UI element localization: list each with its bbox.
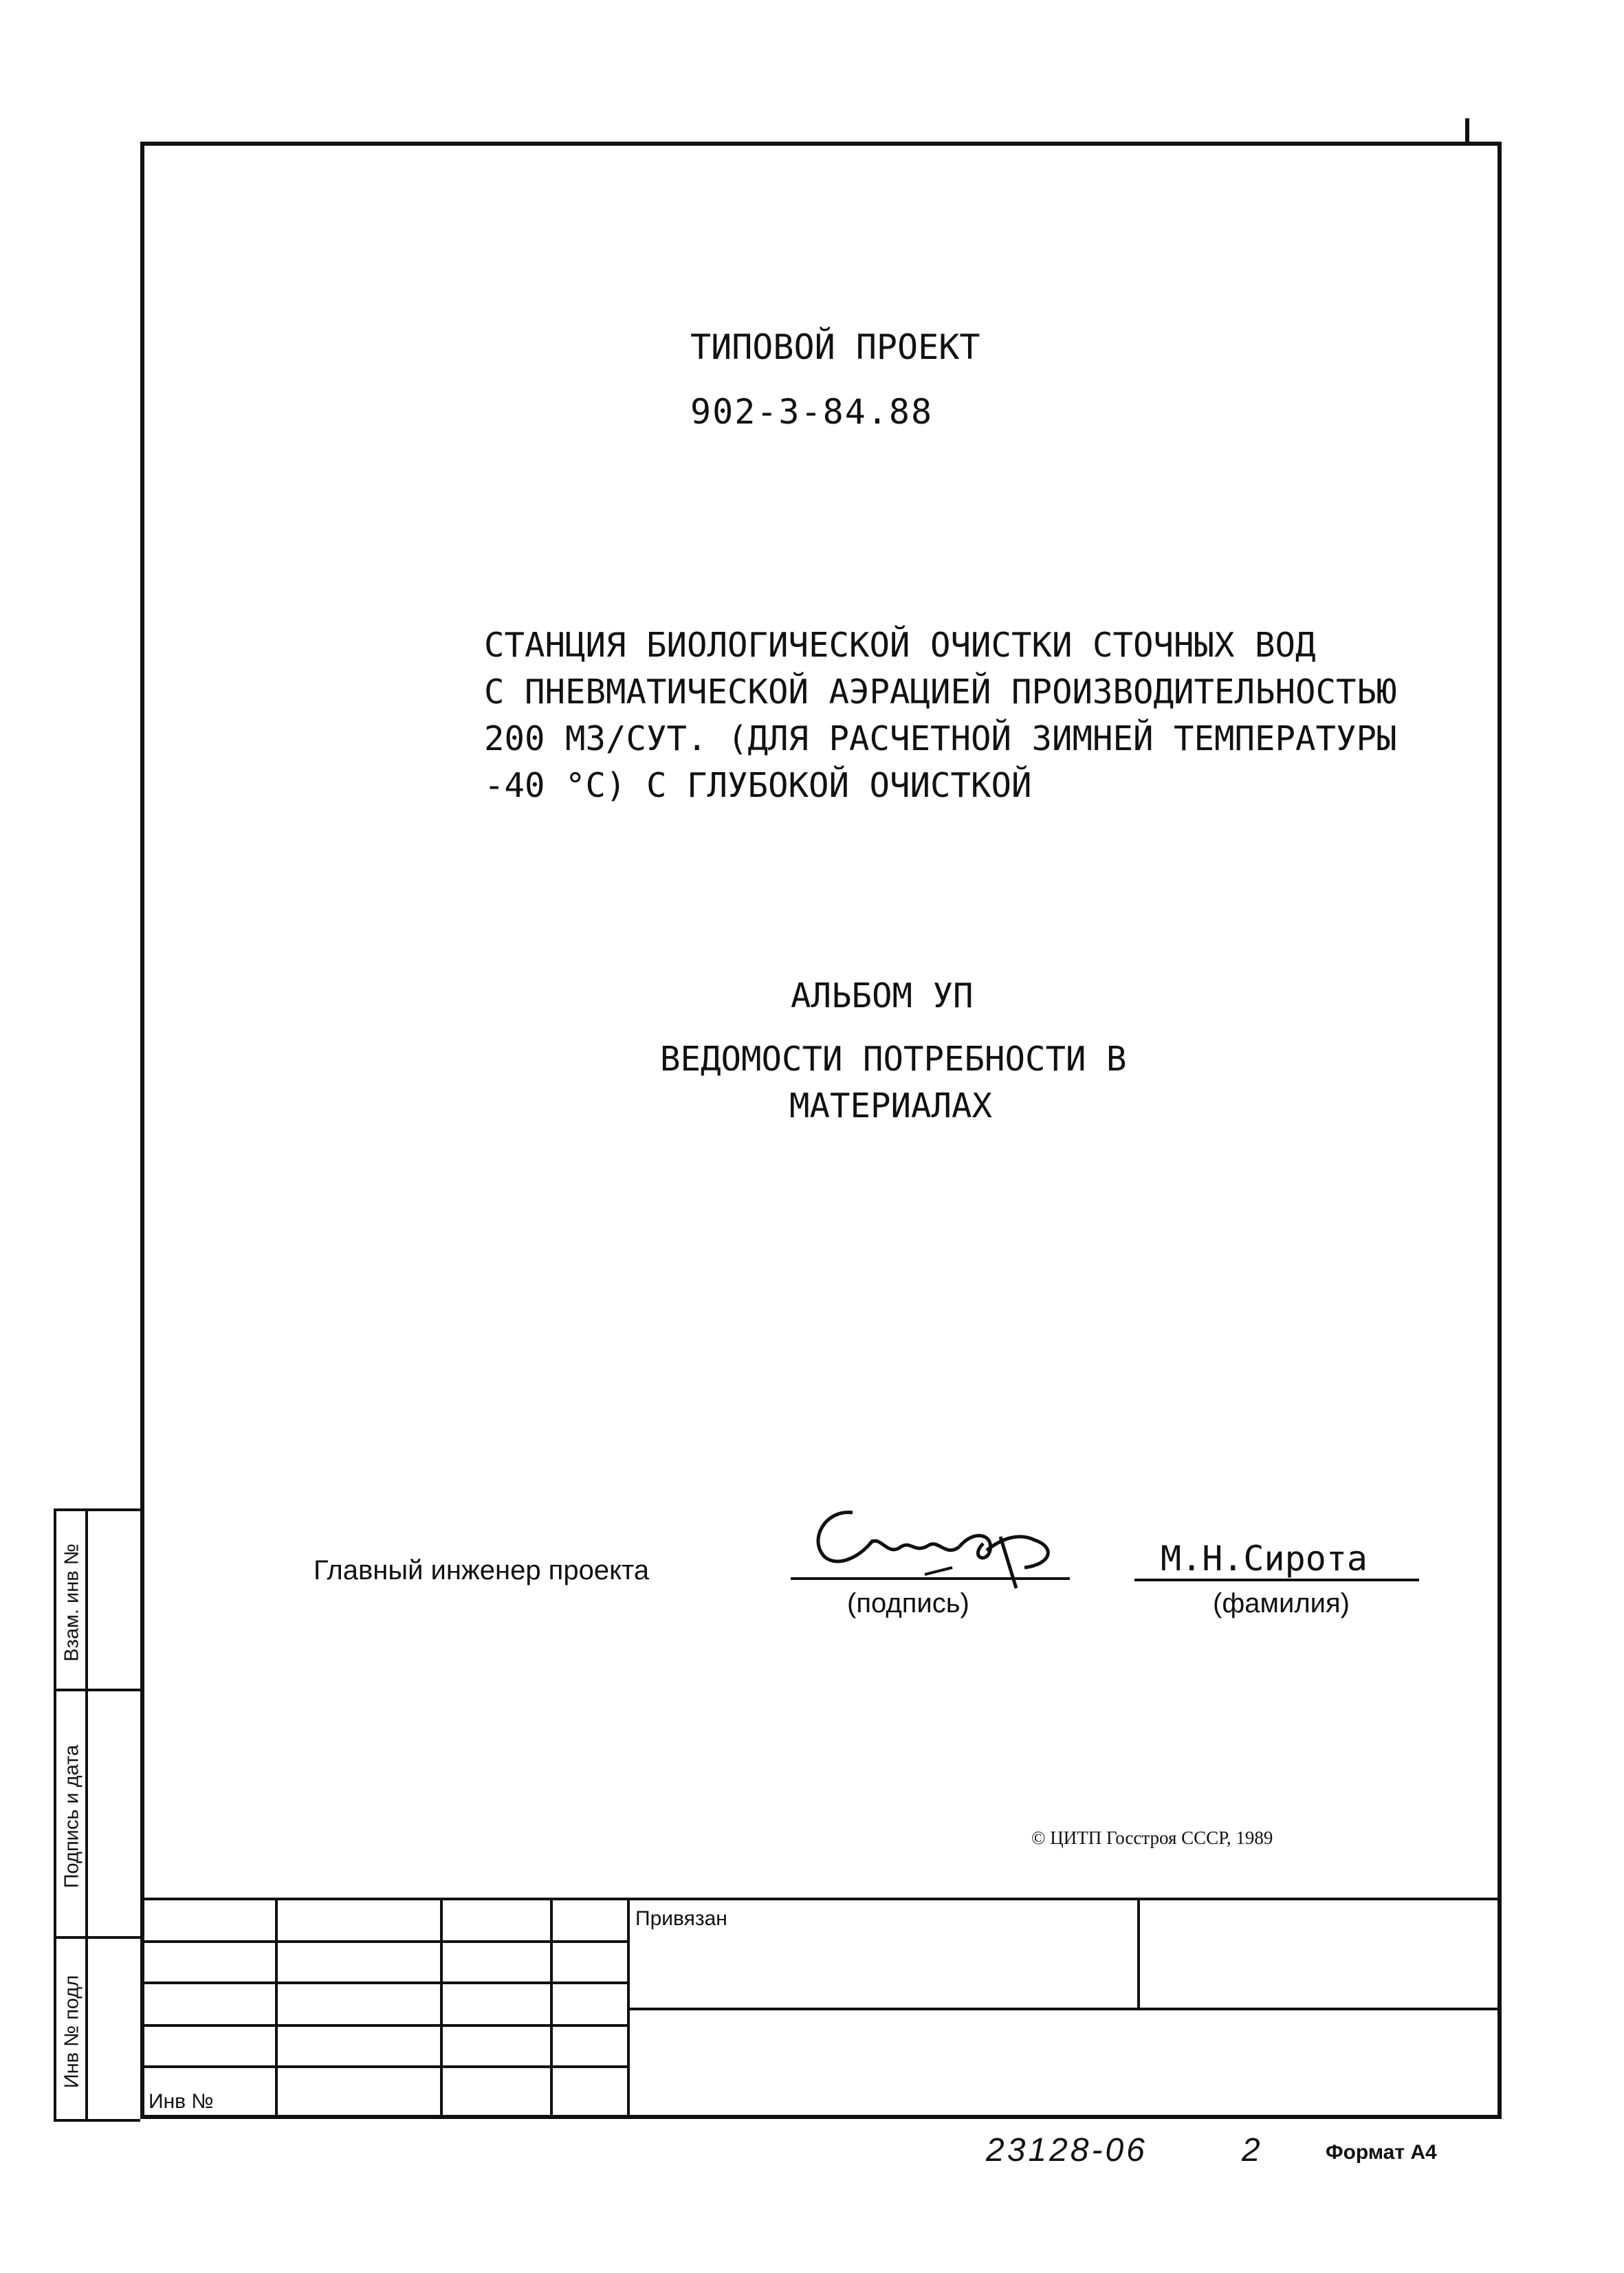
- side-cell-vzam: [54, 1508, 140, 1691]
- album-subtitle-line-2: МАТЕРИАЛАХ: [789, 1086, 993, 1125]
- side-cell-inv-podl: [54, 1936, 140, 2122]
- copyright-notice: © ЦИТП Госстроя СССР, 1989: [1031, 1827, 1273, 1848]
- inventory-label: Инв №: [149, 2090, 214, 2113]
- title-line-2: С ПНЕВМАТИЧЕСКОЙ АЭРАЦИЕЙ ПРОИЗВОДИТЕЛЬНОСТЬЮ: [484, 672, 1397, 712]
- stamp-col-line: [550, 1898, 553, 2119]
- side-label-inv-podl: Инв № подл: [61, 1975, 83, 2089]
- stamp-row-line: [140, 1981, 630, 1984]
- album-name: АЛЬБОМ УП: [791, 976, 974, 1015]
- title-line-3: 200 М3/СУТ. (ДЛЯ РАСЧЕТНОЙ ЗИМНЕЙ ТЕМПЕРАТУРЫ: [484, 719, 1397, 758]
- side-cell-podpis: [54, 1689, 140, 1939]
- chief-engineer-label: Главный инженер проекта: [314, 1555, 650, 1585]
- paper-format: Формат А4: [1326, 2141, 1437, 2164]
- title-line-4: -40 °С) С ГЛУБОКОЙ ОЧИСТКОЙ: [484, 766, 1032, 805]
- stamp-col-line: [275, 1898, 278, 2119]
- side-label-podpis: Подпись и дата: [61, 1744, 83, 1889]
- stamp-row-line: [140, 2065, 630, 2068]
- stamp-row-line: [140, 2024, 630, 2027]
- album-subtitle-line-1: ВЕДОМОСТИ ПОТРЕБНОСТИ В: [660, 1040, 1127, 1079]
- stamp-mid-line: [630, 2008, 1502, 2010]
- stamp-row-line: [140, 1940, 630, 1943]
- document-code: 23128-06: [986, 2132, 1148, 2168]
- signature-caption: (подпись): [847, 1588, 969, 1618]
- drawing-frame: [140, 142, 1502, 2119]
- side-label-vzam: Взам. инв №: [61, 1544, 83, 1662]
- project-label: ТИПОВОЙ ПРОЕКТ: [690, 327, 980, 367]
- surname-caption: (фамилия): [1213, 1588, 1350, 1618]
- signature-line: [791, 1577, 1070, 1580]
- stamp-col-line: [440, 1898, 443, 2119]
- stamp-top-line: [140, 1898, 1502, 1900]
- project-number: 902-3-84.88: [690, 392, 934, 432]
- stamp-col-line: [1137, 1898, 1140, 2009]
- surname-line: [1134, 1579, 1419, 1581]
- stamp-col-line: [627, 1898, 630, 2119]
- title-block-stamp: [140, 1898, 1502, 2119]
- bound-label: Привязан: [635, 1907, 727, 1930]
- title-line-1: СТАНЦИЯ БИОЛОГИЧЕСКОЙ ОЧИСТКИ СТОЧНЫХ ВОД: [484, 626, 1316, 665]
- surname: М.Н.Сирота: [1161, 1539, 1368, 1579]
- frame-corner-tick: [1465, 118, 1469, 143]
- sheet-number: 2: [1242, 2132, 1260, 2168]
